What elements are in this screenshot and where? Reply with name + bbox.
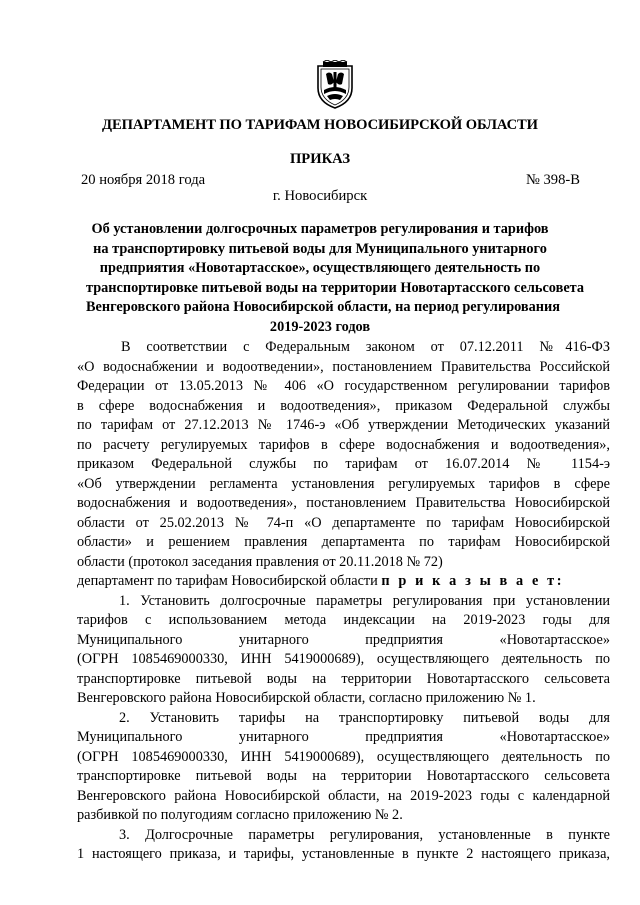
preamble-line: В соответствии с Федеральным законом от 07.12.2011 №416-ФЗ: [121, 339, 610, 355]
preamble-line: «Об утверждении регламента установления регулируемых тарифов в сфере: [77, 475, 610, 492]
title-line: Венгеровского района Новосибирской области, на период регулирования: [86, 299, 561, 315]
preamble-line: «О водоснабжении и водоотведении», постановлением Правительства Российской: [77, 358, 610, 375]
item1-line: транспортировке питьевой воды на территории Новотартасского сельсовета: [77, 670, 610, 687]
item1-line: тарифов с использованием метода индексации на 2019-2023 годы для: [77, 612, 610, 628]
preamble-line: в сфере водоснабжения и водоотведения», приказом Федеральной службы: [77, 397, 610, 414]
item2-line: 2. Установить тарифы на транспортировку питьевой воды для: [119, 709, 610, 726]
item1-line: (ОГРН 1085469000330, ИНН 5419000689), осуществляющего деятельность по: [77, 651, 610, 667]
order-title: [86, 220, 585, 337]
coat-of-arms-emblem: [314, 60, 356, 110]
item3-line: 3. Долгосрочные параметры регулирования, установленные в пункте: [119, 826, 610, 843]
preamble-line: Федерации от 13.05.2013 № 406 «О государственном регулировании тарифов: [77, 378, 610, 394]
orders-line: [77, 572, 610, 592]
title-line: предприятия «Новотартасское», осуществляющего деятельность по: [99, 260, 541, 276]
title-line: транспортировке питьевой воды на территории Новотартасского сельсовета: [86, 279, 585, 296]
item2-line: Венгеровского района Новосибирской области, на 2019-2023 годы с календарной: [77, 787, 610, 804]
preamble-line: области от 25.02.2013 № 74-п «О департаменте по тарифам Новосибирской: [77, 514, 610, 531]
item2-line: разбивкой по полугодиям согласно приложению № 2.: [77, 807, 403, 823]
order-body: [77, 338, 610, 865]
document-type-heading: ПРИКАЗ: [289, 151, 351, 167]
item2-line: Муниципального унитарного предприятия «Новотартасское»: [77, 729, 610, 745]
item1-line: Муниципального унитарного предприятия «Новотартасское»: [77, 631, 610, 648]
department-heading: ДЕПАРТАМЕНТ ПО ТАРИФАМ НОВОСИБИРСКОЙ ОБЛАСТИ: [102, 117, 538, 133]
item2-line: транспортировке питьевой воды на территории Новотартасского сельсовета: [77, 768, 610, 784]
preamble-line: области» и решением правления департамента по тарифам Новосибирской: [77, 534, 610, 550]
order-date: 20 ноября 2018 года: [81, 172, 206, 188]
order-number: № 398-В: [525, 172, 580, 188]
title-line: Об установлении долгосрочных параметров регулирования и тарифов: [91, 221, 549, 237]
orders-verb: п р и к а з ы в а е т:: [381, 573, 565, 589]
item1-line: Венгеровского района Новосибирской области, согласно приложению № 1.: [77, 690, 536, 706]
preamble-line: по тарифам от 27.12.2013 № 1746-э «Об утверждении Методических указаний: [77, 417, 610, 433]
item1-line: 1. Установить долгосрочные параметры регулирования при установлении: [119, 592, 610, 609]
preamble-line: водоснабжения и водоотведения», постановлением Правительства Новосибирской: [77, 495, 610, 511]
item2-line: (ОГРН 1085469000330, ИНН 5419000689), осуществляющего деятельность по: [77, 748, 610, 765]
title-line: 2019-2023 годов: [269, 318, 371, 335]
orders-intro: департамент по тарифам Новосибирской области: [77, 573, 378, 589]
preamble-line: области (протокол заседания правления от 20.11.2018 № 72): [77, 553, 443, 570]
title-line: на транспортировку питьевой воды для Муниципального унитарного: [93, 240, 547, 257]
preamble-line: приказом Федеральной службы по тарифам от 16.07.2014 № 1154-э: [77, 456, 610, 472]
order-city: г. Новосибирск: [272, 188, 368, 204]
item3-line: 1 настоящего приказа, и тарифы, установленные в пункте 2 настоящего приказа,: [77, 846, 610, 862]
preamble-line: по расчету регулируемых тарифов в сфере водоснабжения и водоотведения»,: [77, 436, 610, 453]
